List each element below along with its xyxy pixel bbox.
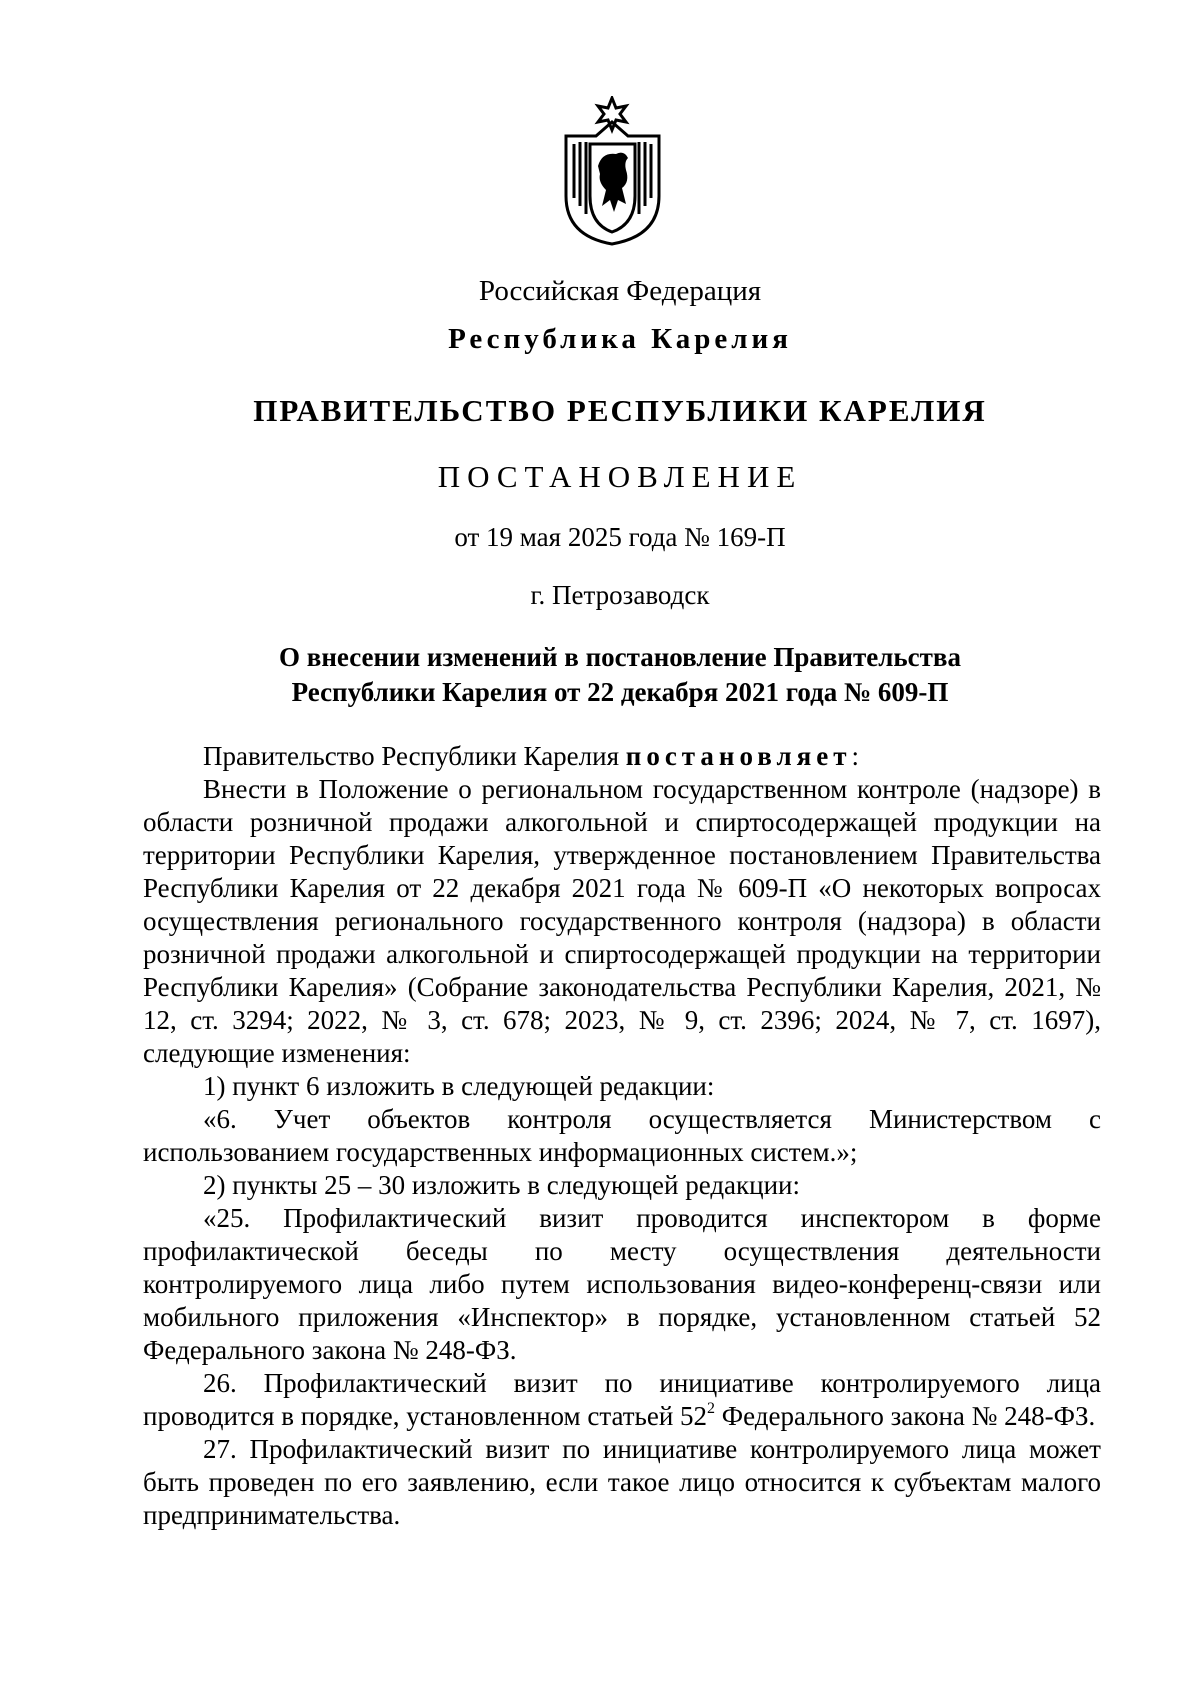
paragraph-clause-26	[143, 1367, 1101, 1433]
title-line-1: О внесении изменений в постановление Правительства	[279, 642, 961, 672]
decree-verb: постановляет	[625, 741, 852, 771]
title-line-2: Республики Карелия от 22 декабря 2021 года № 609-П	[291, 677, 949, 707]
city: г. Петрозаводск	[530, 580, 710, 610]
paragraph-clause-27: 27. Профилактический визит по инициативе контролируемого лица может быть проведен по его заявлению, если такое лицо относится к субъектам малого предпринимательства.	[143, 1434, 1101, 1530]
paragraph-clause-6: «6. Учет объектов контроля осуществляется Министерством с использованием государственных информационных систем.»;	[143, 1104, 1101, 1167]
document-title	[0, 640, 1200, 710]
preamble-colon: :	[851, 741, 860, 771]
government-name: ПРАВИТЕЛЬСТВО РЕСПУБЛИКИ КАРЕЛИЯ	[253, 393, 987, 428]
preamble-text: Правительство Республики Карелия	[203, 741, 626, 771]
article-superscript: 2	[707, 1400, 716, 1417]
karelia-coat-of-arms-icon	[560, 96, 665, 246]
document-body	[143, 740, 1101, 1532]
date-and-number: от 19 мая 2025 года № 169-П	[454, 522, 786, 552]
paragraph-item-1: 1) пункт 6 изложить в следующей редакции:	[203, 1071, 715, 1101]
clause-26-text: 26. Профилактический визит по инициативе контролируемого лица проводится в порядке, установленном статьей 52	[143, 1368, 1101, 1431]
preamble	[143, 740, 1101, 773]
paragraph-clause-25: «25. Профилактический визит проводится инспектором в форме профилактической беседы по месту осуществления деятельности контролируемого лица либо путем использования видео-конференц-связи или мобильного приложения «Инспектор» в порядке, установленном статьей 52 Федерального закона № 248-ФЗ.	[143, 1203, 1101, 1365]
country-name: Российская Федерация	[478, 275, 762, 307]
document-type: ПОСТАНОВЛЕНИЕ	[437, 459, 803, 494]
clause-26-end: Федерального закона № 248-ФЗ.	[715, 1401, 1096, 1431]
paragraph-item-2: 2) пункты 25 – 30 изложить в следующей редакции:	[203, 1170, 801, 1200]
republic-name: Республика Карелия	[448, 323, 792, 355]
paragraph-amendments: Внести в Положение о региональном государственном контроле (надзоре) в области розничной продажи алкогольной и спиртосодержащей продукции на территории Республики Карелия, утвержденное постановлением Правительства Республики Карелия от 22 декабря 2021 года № 609-П «О некоторых вопросах осуществления регионального государственного контроля (надзора) в области розничной продажи алкогольной и спиртосодержащей продукции на территории Республики Карелия» (Собрание законодательства Республики Карелия, 2021, № 12, ст. 3294; 2022, № 3, ст. 678; 2023, № 9, ст. 2396; 2024, № 7, ст. 1697), следующие изменения:	[143, 774, 1101, 1068]
